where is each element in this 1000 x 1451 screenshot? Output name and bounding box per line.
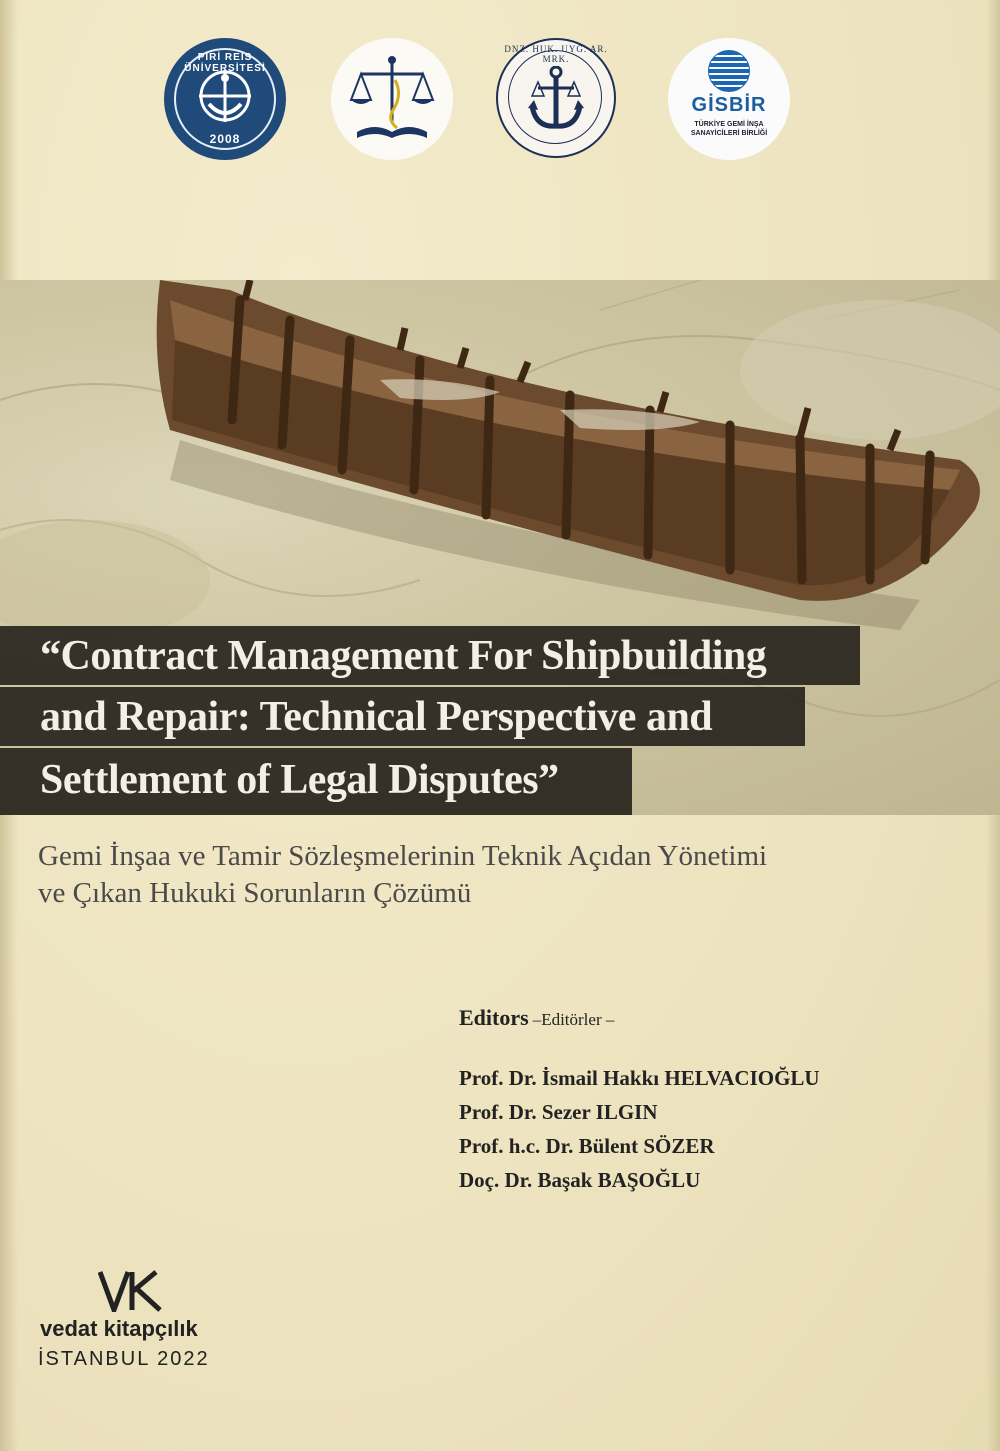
anchor-compass-icon: [193, 64, 257, 128]
editors-label: Editors: [459, 1005, 529, 1030]
gisbir-subtitle: [668, 120, 790, 138]
editor-name: Prof. h.c. Dr. Bülent SÖZER: [459, 1134, 715, 1158]
ship-hull-map-image: [0, 280, 1000, 815]
piri-reis-university-logo: [164, 38, 286, 160]
gisbir-name: GİSBİR: [691, 94, 767, 116]
title-line-3: Settlement of Legal Disputes”: [40, 757, 559, 803]
piri-reis-ring-text: PİRİ REİS ÜNİVERSİTESİ: [184, 52, 266, 74]
globe-icon: [708, 50, 750, 92]
gisbir-logo: [668, 38, 790, 160]
subtitle-line-1: Gemi İnşaa ve Tamir Sözleşmelerinin Teknik Açıdan Yönetimi: [38, 840, 768, 872]
publisher-name: vedat kitapçılık: [40, 1316, 198, 1341]
title-line-2: and Repair: Technical Perspective and: [40, 694, 713, 740]
editor-name: Doç. Dr. Başak BAŞOĞLU: [459, 1168, 701, 1192]
vedat-publisher-logo-icon: [98, 1270, 162, 1312]
turkish-subtitle: [38, 838, 938, 912]
anchor-icon: [526, 66, 586, 132]
gisbir-sub-line2: SANAYİCİLERİ BİRLİĞİ: [690, 130, 768, 137]
editor-name: Prof. Dr. Sezer ILGIN: [459, 1100, 658, 1124]
scale-of-justice-icon: [343, 50, 441, 148]
maritime-law-center-logo: [496, 38, 616, 158]
editors-heading: [459, 1005, 614, 1031]
editors-label-tr: –Editörler –: [532, 1010, 615, 1029]
law-faculty-logo: [331, 38, 453, 160]
editor-name: Prof. Dr. İsmail Hakkı HELVACIOĞLU: [459, 1066, 820, 1090]
piri-reis-year: 2008: [209, 132, 241, 146]
title-line-1: “Contract Management For Shipbuilding: [40, 633, 767, 679]
subtitle-line-2: ve Çıkan Hukuki Sorunların Çözümü: [38, 877, 472, 909]
gisbir-sub-line1: TÜRKİYE GEMİ İNŞA: [694, 121, 764, 128]
dnz-ring-text: DNZ. HUK. UYG. AR. MRK.: [504, 44, 608, 64]
publisher-city-year: İSTANBUL 2022: [38, 1348, 210, 1370]
